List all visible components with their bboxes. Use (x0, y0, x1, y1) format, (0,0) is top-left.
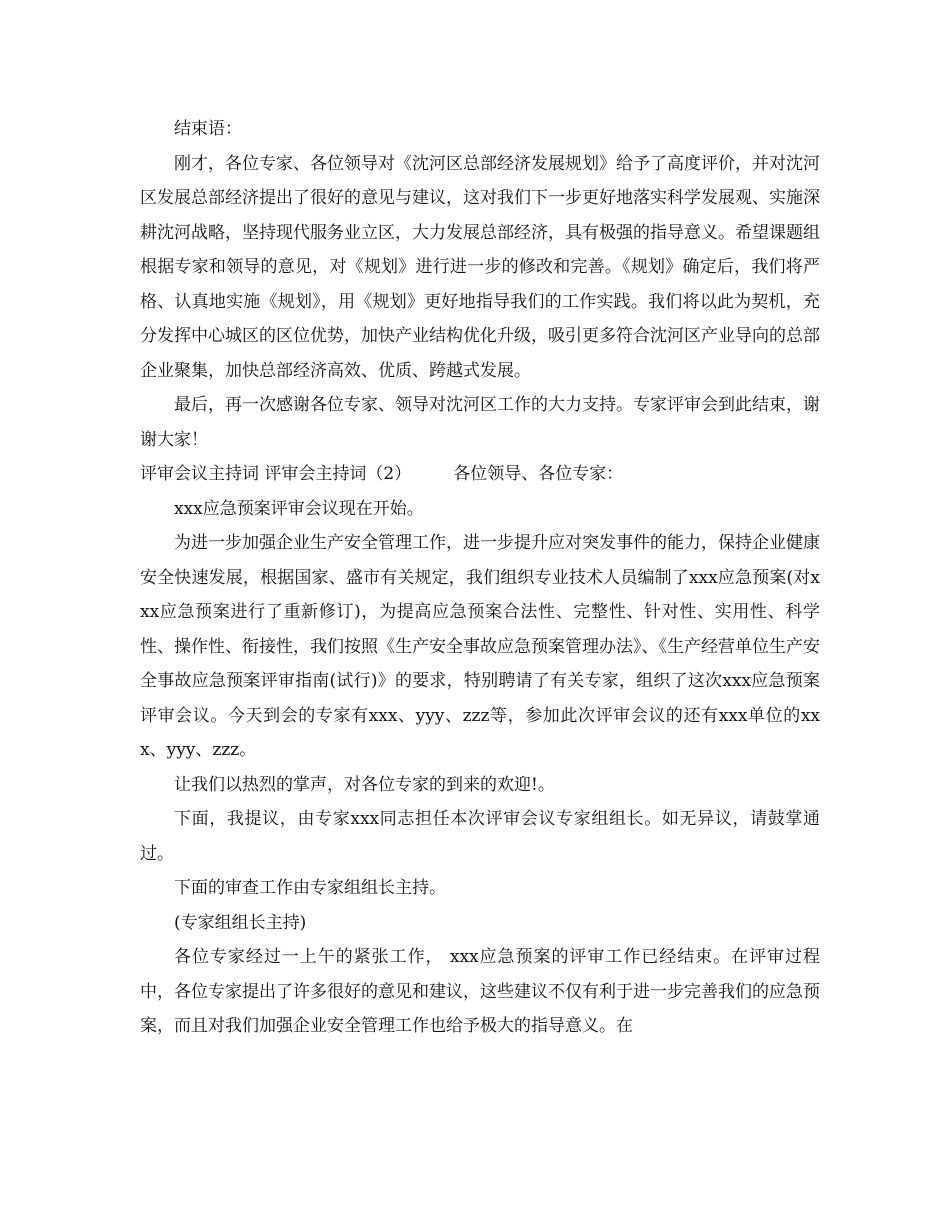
paragraph-chair-handover: 下面的审查工作由专家组组长主持。 (174, 878, 446, 898)
document-body (140, 112, 820, 1044)
paragraph-conclusion: 各位专家经过一上午的紧张工作， xxx应急预案的评审工作已经结束。在评审过程中，各位专家提出了许多很好的意见和建议，这些建议不仅有利于进一步完善我们的应急预案，而且对我们加强企业安全管理工作也给予极大的指导意义。在 (140, 947, 820, 1036)
paragraph-background: 为进一步加强企业生产安全管理工作，进一步提升应对突发事件的能力，保持企业健康安全快速发展，根据国家、盛市有关规定，我们组织专业技术人员编制了xxx应急预案(对xxx应急预案进行了重新修订)，为提高应急预案合法性、完整性、针对性、实用性、科学性、操作性、衔接性，我们按照《生产安全事故应急预案管理办法》、《生产经营单位生产安全事故应急预案评审指南(试行)》的要求，特别聘请了有关专家，组织了这次xxx应急预案评审会议。今天到会的专家有xxx、yyy、zzz等，参加此次评审会议的还有xxx单位的xxx、yyy、zzz。 (140, 533, 820, 760)
section-title-line (140, 457, 820, 492)
paragraph-plan-evaluation: 刚才，各位专家、各位领导对《沈河区总部经济发展规划》给予了高度评价，并对沈河区发展总部经济提出了很好的意见与建议，这对我们下一步更好地落实科学发展观、实施深耕沈河战略，坚持现代服务业立区，大力发展总部经济，具有极强的指导意义。希望课题组根据专家和领导的意见，对《规划》进行进一步的修改和完善。《规划》确定后，我们将严格、认真地实施《规划》，用《规划》更好地指导我们的工作实践。我们将以此为契机，充分发挥中心城区的区位优势，加快产业结构优化升级，吸引更多符合沈河区产业导向的总部企业聚集，加快总部经济高效、优质、跨越式发展。 (140, 153, 820, 381)
salutation: 各位领导、各位专家： (453, 464, 624, 484)
closing-remarks-heading: 结束语： (174, 119, 242, 139)
paragraph-applause: 让我们以热烈的掌声，对各位专家的到来的欢迎!。 (174, 774, 555, 795)
paragraph-proposal: 下面，我提议，由专家xxx同志担任本次评审会议专家组组长。如无异议，请鼓掌通过。 (140, 809, 820, 864)
paragraph-chair-note: (专家组组长主持) (174, 912, 307, 933)
paragraph-thanks: 最后，再一次感谢各位专家、领导对沈河区工作的大力支持。专家评审会到此结束，谢谢大家！ (140, 395, 820, 450)
paragraph-meeting-start: xxx应急预案评审会议现在开始。 (174, 498, 424, 519)
section-title: 评审会议主持词 评审会主持词（2） (140, 464, 412, 484)
